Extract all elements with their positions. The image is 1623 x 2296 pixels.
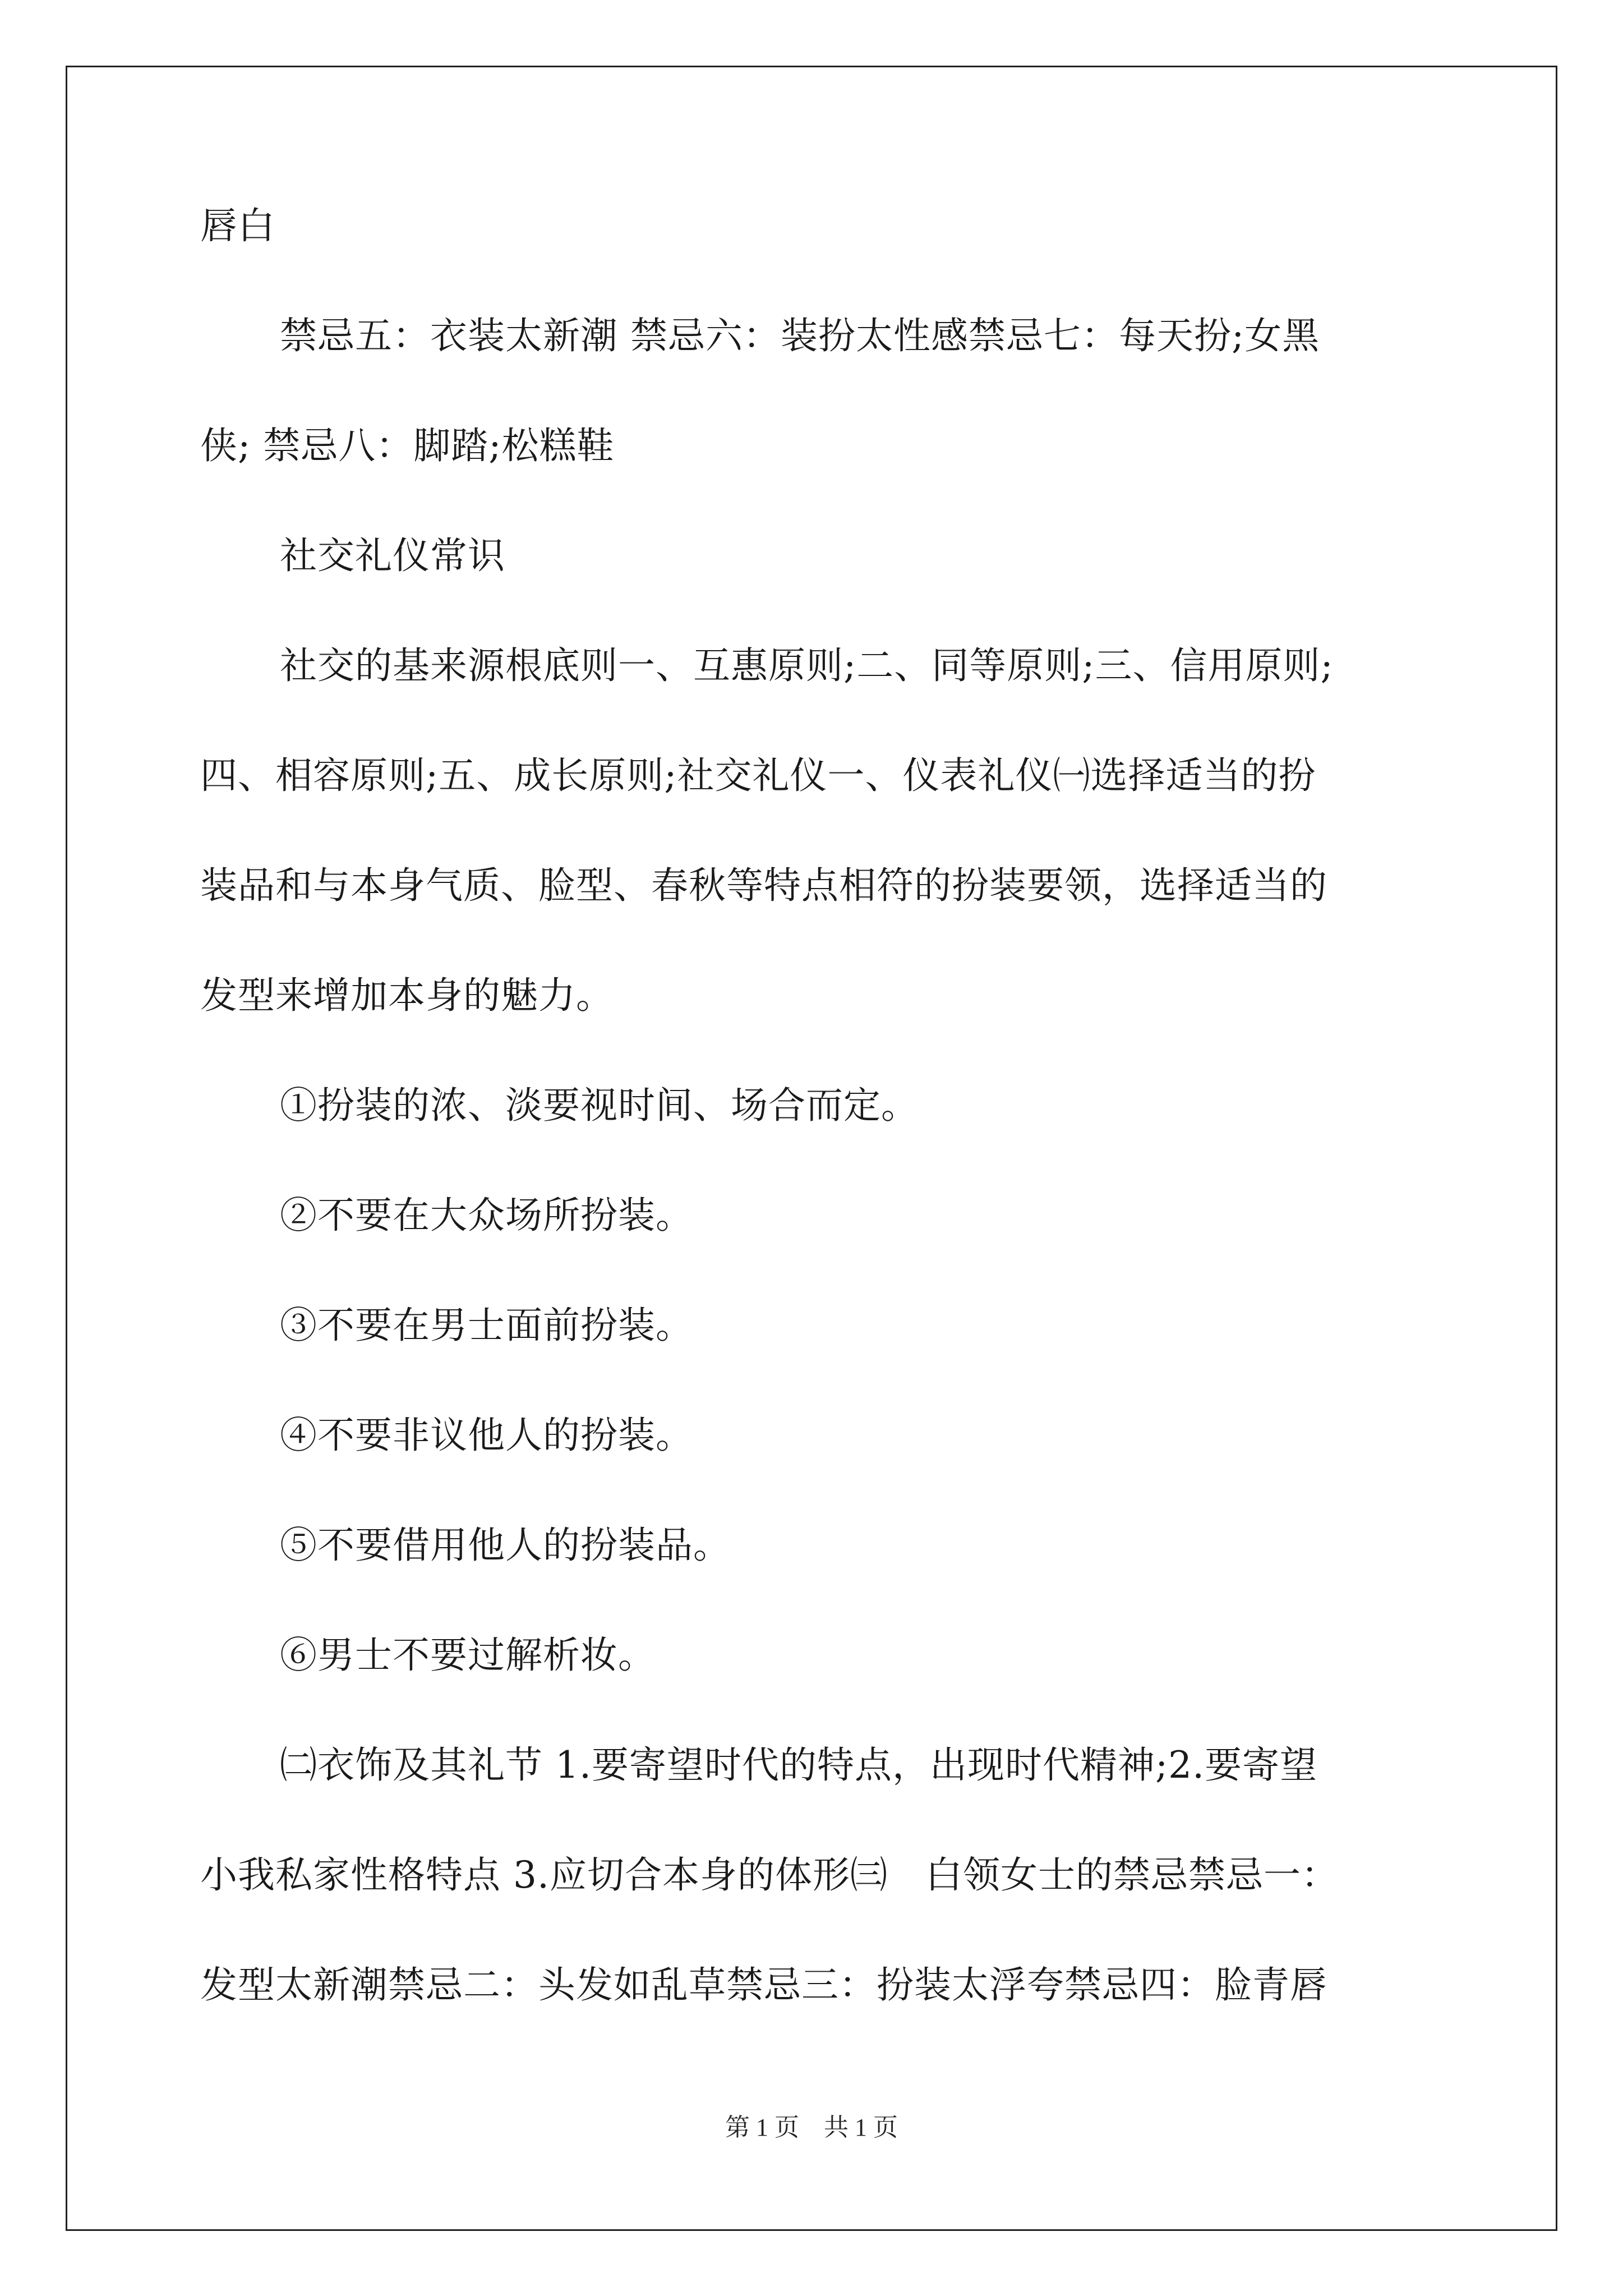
- paragraph-line: 发型太新潮禁忌二：头发如乱草禁忌三：扮装太浮夸禁忌四：脸青唇: [200, 1963, 1327, 2007]
- list-item: ②不要在大众场所扮装。: [280, 1194, 693, 1237]
- paragraph-line: 装品和与本身气质、脸型、春秋等特点相符的扮装要领，选择适当的: [200, 864, 1327, 907]
- list-item: ⑤不要借用他人的扮装品。: [280, 1524, 731, 1567]
- list-item: ④不要非议他人的扮装。: [280, 1414, 693, 1457]
- paragraph-line: 发型来增加本身的魅力。: [200, 974, 614, 1017]
- paragraph-line: ㈡衣饰及其礼节 1.要寄望时代的特点，出现时代精神;2.要寄望: [280, 1743, 1318, 1787]
- paragraph-line: 四、相容原则;五、成长原则;社交礼仪一、仪表礼仪㈠选择适当的扮: [200, 754, 1316, 797]
- list-item: ①扮装的浓、淡要视时间、场合而定。: [280, 1084, 919, 1127]
- document-body: [200, 202, 1434, 2009]
- page-footer: 第 1 页 共 1 页: [725, 2114, 898, 2141]
- list-item: ③不要在男士面前扮装。: [280, 1304, 693, 1347]
- paragraph-line: 禁忌五：衣装太新潮 禁忌六：装扮太性感禁忌七：每天扮;女黑: [280, 314, 1320, 357]
- paragraph-line: 小我私家性格特点 3.应切合本身的体形㈢ 白领女士的禁忌禁忌一：: [200, 1853, 1339, 1897]
- paragraph-line: 唇白: [200, 204, 275, 247]
- section-heading: 社交礼仪常识: [280, 534, 505, 577]
- paragraph-line: 侠; 禁忌八：脚踏;松糕鞋: [200, 424, 615, 467]
- paragraph-line: 社交的基来源根底则一、互惠原则;二、同等原则;三、信用原则;: [280, 644, 1334, 687]
- list-item: ⑥男士不要过解析妆。: [280, 1634, 656, 1677]
